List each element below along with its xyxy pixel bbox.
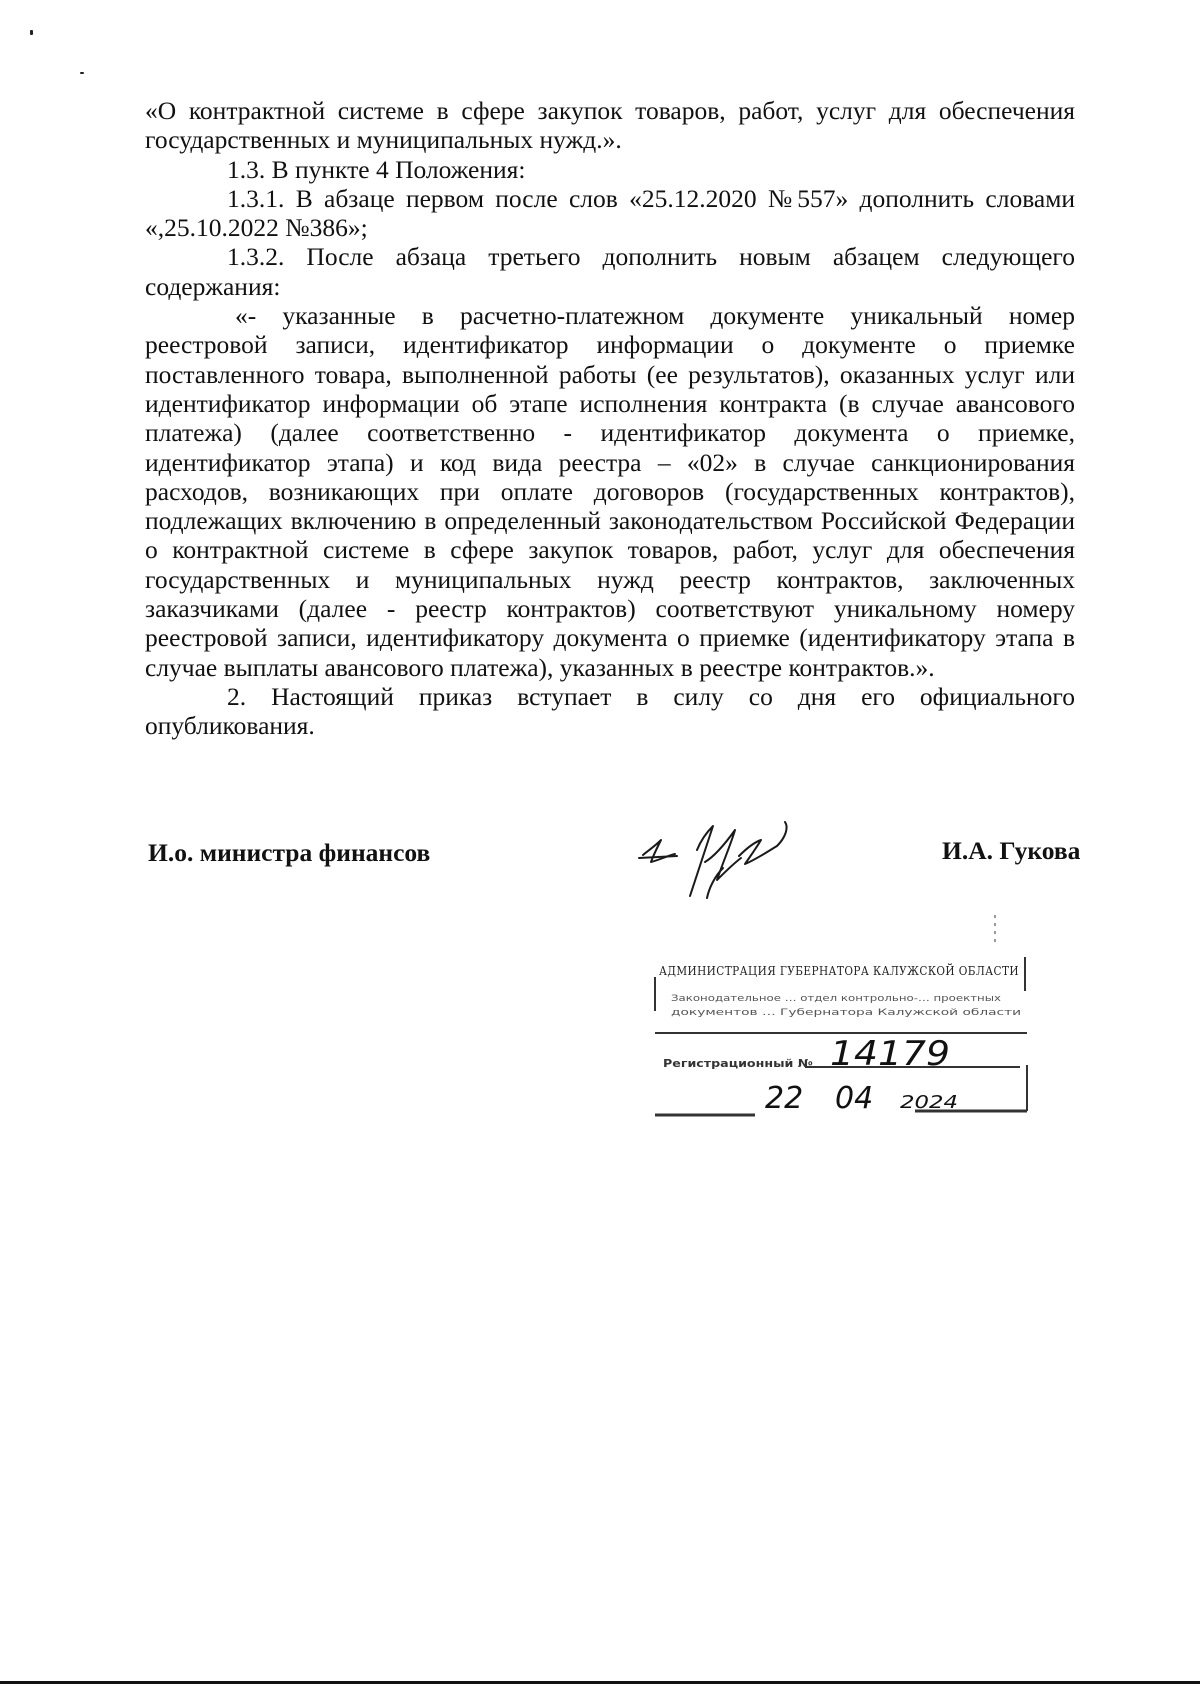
signer-title: И.о. министра финансов	[148, 838, 431, 867]
paragraph: 2. Настоящий приказ вступает в силу со дня его официального опубликования.	[145, 681, 1075, 741]
paragraph: «- указанные в расчетно-платежном документе уникальный номер реестровой записи, идентификатор информации о документе о приемке поставленного товара, выполненной работы (ее результатов), оказанных услуг или идентификатор информации об этапе исполнения контракта (в случае авансового платежа) (далее соответственно - идентификатор документа о приемке, идентификатор этапа) и код вида реестра – «02» в случае санкционирования расходов, возникающих при оплате договоров (государственных контрактов), подлежащих включению в определенный законодательством Российской Федерации о контрактной системе в сфере закупок товаров, работ, услуг для обеспечения государственных и муниципальных нужд реестр контрактов, заключенных заказчиками (далее - реестр контрактов) соответствуют уникальному номеру реестровой записи, идентификатору документа о приемке (идентификатору этапа в случае выплаты авансового платежа), указанных в реестре контрактов.».	[145, 301, 1075, 682]
stamp-header: АДМИНИСТРАЦИЯ ГУБЕРНАТОРА КАЛУЖСКОЙ ОБЛАСТИ	[659, 963, 1088, 978]
stamp-date-month: 04	[835, 1081, 874, 1116]
signer-name: И.А. Гукова	[942, 836, 1081, 865]
scan-speck	[30, 30, 33, 35]
stamp-line-2: документов … Губернатора Калужской области	[671, 1008, 1022, 1018]
stamp-reg-number: 14179	[830, 1034, 950, 1074]
bottom-rule	[0, 1681, 1200, 1684]
stamp-date-day: 22	[765, 1081, 804, 1116]
document-body	[145, 96, 1075, 741]
handwritten-signature	[635, 810, 805, 905]
paragraph: «О контрактной системе в сфере закупок товаров, работ, услуг для обеспечения государственных и муниципальных нужд.».	[145, 96, 1075, 155]
registration-stamp	[645, 915, 1088, 1125]
stamp-reg-label: Регистрационный №	[663, 1057, 813, 1070]
stamp-date-year: 2024	[900, 1092, 958, 1113]
stamp-line-1: Законодательное … отдел контрольно-… проектных	[671, 994, 1002, 1004]
paragraph: 1.3.2. После абзаца третьего дополнить новым абзацем следующего содержания:	[145, 242, 1075, 301]
paragraph: 1.3. В пункте 4 Положения:	[227, 154, 526, 184]
scan-speck	[80, 72, 84, 74]
paragraph: 1.3.1. В абзаце первом после слов «25.12.2020 №557» дополнить словами «,25.10.2022 №386»;	[145, 183, 1075, 243]
